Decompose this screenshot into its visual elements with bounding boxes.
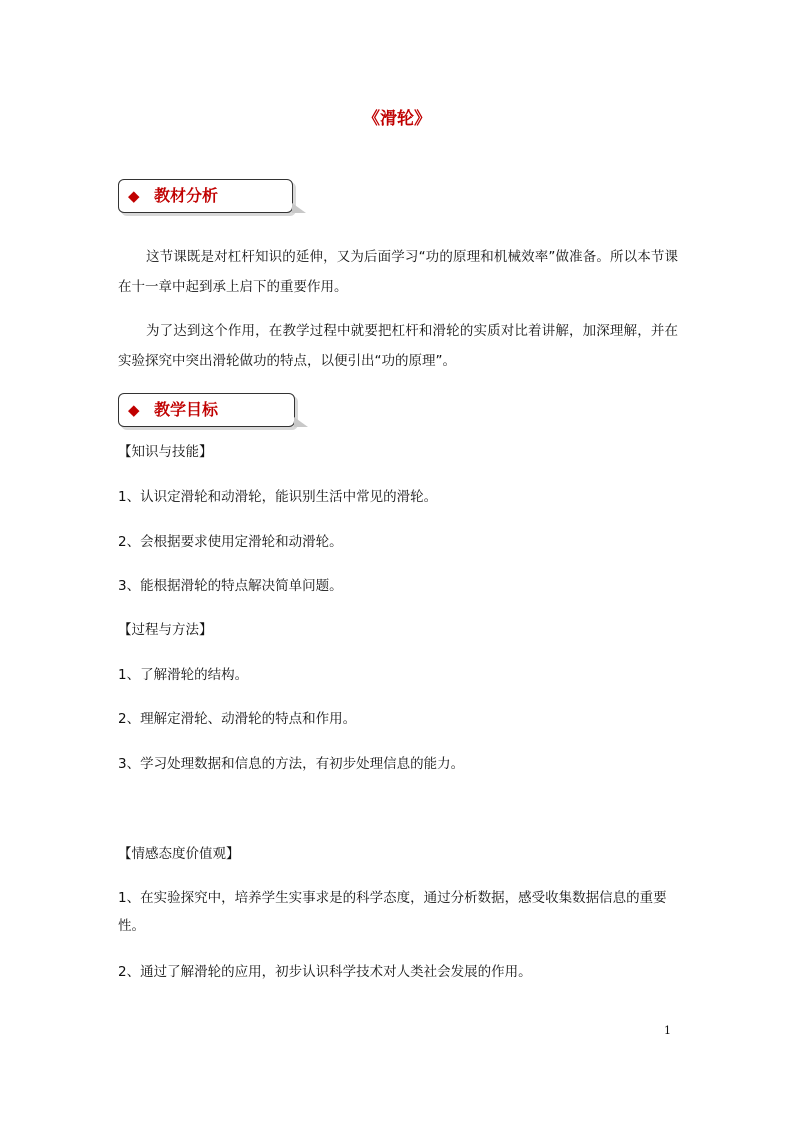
section-heading-goals [118,393,295,427]
analysis-paragraph-2: 为了达到这个作用，在教学过程中就要把杠杆和滑轮的实质对比着讲解，加深理解，并在实验探究中突出滑轮做功的特点，以便引出“功的原理”。 [118,323,678,369]
list-item: 1、在实验探究中，培养学生实事求是的科学态度，通过分析数据，感受收集数据信息的重要性。 [118,890,667,934]
list-item: 1、了解滑轮的结构。 [118,667,249,683]
page-title: 《滑轮》 [363,109,431,129]
list-item: 2、会根据要求使用定滑轮和动滑轮。 [118,534,343,550]
diamond-bullet-icon: ◆ [128,187,140,205]
section-heading-label: 教学目标 [154,400,219,419]
subheading-process: 【过程与方法】 [118,622,213,638]
list-item: 1、认识定滑轮和动滑轮，能识别生活中常见的滑轮。 [118,489,438,505]
subheading-knowledge: 【知识与技能】 [118,444,213,460]
callout-tail-decoration [294,417,308,427]
list-item: 3、学习处理数据和信息的方法，有初步处理信息的能力。 [118,756,465,772]
section-heading-label: 教材分析 [154,186,219,205]
analysis-paragraph-1: 这节课既是对杠杆知识的延伸，又为后面学习“功的原理和机械效率”做准备。所以本节课在十一章中起到承上启下的重要作用。 [118,249,678,295]
callout-tail-decoration [292,203,306,213]
list-item: 3、能根据滑轮的特点解决简单问题。 [118,578,343,594]
subheading-values: 【情感态度价值观】 [118,846,240,862]
section-heading-analysis [118,179,293,213]
list-item: 2、理解定滑轮、动滑轮的特点和作用。 [118,711,357,727]
list-item: 2、通过了解滑轮的应用，初步认识科学技术对人类社会发展的作用。 [118,964,532,980]
diamond-bullet-icon: ◆ [128,401,140,419]
page-number: 1 [664,1024,671,1037]
